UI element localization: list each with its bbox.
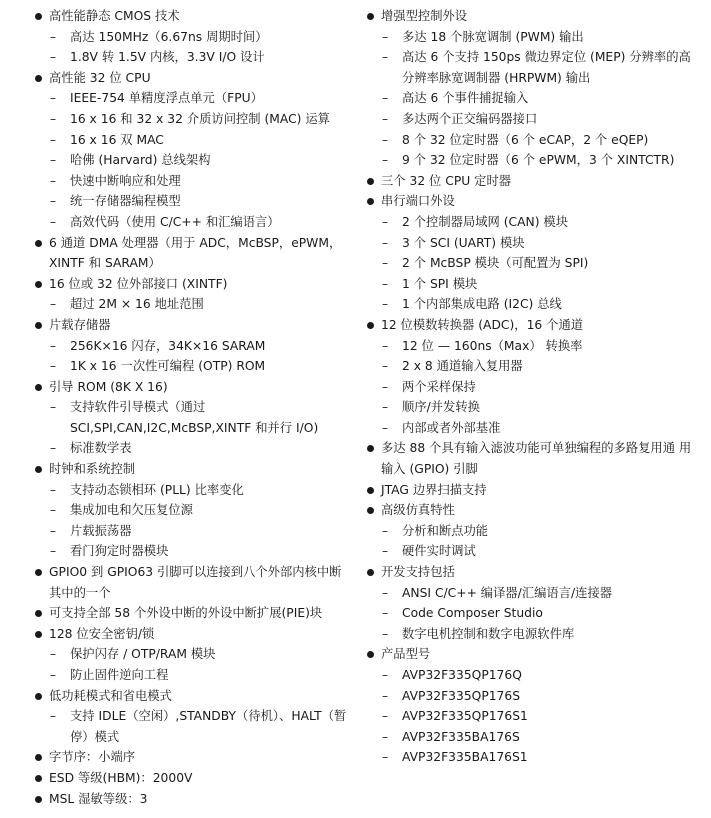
dash-icon: –	[382, 338, 388, 353]
sub-feature-item	[364, 583, 698, 604]
feature-item	[32, 233, 352, 274]
feature-text: 多达 88 个具有输入滤波功能可单独编程的多路复用通 用输入 (GPIO) 引脚	[381, 441, 692, 477]
sub-feature-text: 1K x 16 一次性可编程 (OTP) ROM	[70, 359, 266, 374]
feature-item	[32, 459, 352, 562]
dash-icon: –	[50, 214, 56, 229]
sub-feature-item	[32, 480, 352, 501]
sub-feature-text: AVP32F335BA176S1	[402, 750, 528, 765]
sub-feature-text: 3 个 SCI (UART) 模块	[402, 235, 525, 250]
bullet-icon	[35, 13, 42, 20]
dash-icon: –	[50, 709, 56, 724]
dash-icon: –	[50, 647, 56, 662]
feature-item	[364, 6, 698, 171]
dash-icon: –	[50, 132, 56, 147]
dash-icon: –	[382, 668, 388, 682]
dash-icon: –	[382, 626, 388, 641]
feature-item	[364, 171, 698, 192]
dash-icon: –	[50, 523, 56, 538]
sub-feature-text: 12 位 — 160ns（Max） 转换率	[402, 338, 583, 353]
dash-icon: –	[50, 544, 56, 559]
dash-icon: –	[382, 132, 388, 147]
feature-item	[32, 747, 352, 768]
sub-feature-item	[364, 418, 698, 439]
dash-icon: –	[382, 359, 388, 374]
feature-item	[32, 562, 352, 603]
sub-feature-list	[49, 27, 352, 68]
sub-feature-item	[32, 88, 352, 109]
sub-feature-text: 超过 2M × 16 地址范围	[70, 297, 204, 312]
sub-feature-item	[364, 109, 698, 130]
feature-text: 时钟和系统控制	[49, 462, 136, 477]
sub-feature-text: 多达两个正交编码器接口	[402, 111, 538, 126]
sub-feature-text: 高效代码（使用 C/C++ 和汇编语言）	[70, 214, 280, 229]
sub-feature-item	[364, 294, 698, 315]
sub-feature-text: 集成加电和欠压复位源	[70, 503, 193, 518]
feature-text: 低功耗模式和省电模式	[49, 688, 172, 703]
sub-feature-item	[364, 150, 698, 171]
feature-text: 128 位安全密钥/锁	[49, 626, 155, 641]
sub-feature-item	[32, 356, 352, 377]
dash-icon: –	[50, 482, 56, 497]
dash-icon: –	[382, 379, 388, 394]
sub-feature-item	[364, 624, 698, 645]
sub-feature-list	[49, 336, 352, 377]
sub-feature-list	[49, 397, 352, 459]
left-feature-list	[32, 6, 352, 809]
bullet-icon	[35, 610, 42, 617]
sub-feature-list	[49, 480, 352, 562]
dash-icon: –	[50, 91, 56, 106]
feature-text: 引导 ROM (8K X 16)	[49, 379, 168, 394]
sub-feature-text: AVP32F335QP176S	[402, 688, 521, 703]
sub-feature-text: IEEE-754 单精度浮点单元（FPU）	[70, 91, 263, 106]
sub-feature-text: 支持 IDLE（空闲）,STANDBY（待机）、HALT（暂停）模式	[70, 709, 347, 744]
sub-feature-item	[364, 27, 698, 48]
sub-feature-list	[49, 294, 352, 315]
sub-feature-text: 片载振荡器	[70, 523, 132, 538]
feature-text: 开发支持包括	[381, 565, 455, 580]
sub-feature-text: 硬件实时调试	[402, 544, 476, 559]
dash-icon: –	[382, 709, 388, 724]
feature-text: 字节序：小端序	[49, 750, 136, 765]
bullet-icon	[35, 240, 42, 247]
feature-text: 三个 32 位 CPU 定时器	[381, 173, 512, 188]
bullet-icon	[35, 466, 42, 473]
sub-feature-text: 1.8V 转 1.5V 内核，3.3V I/O 设计	[70, 50, 265, 65]
sub-feature-item	[364, 336, 698, 357]
feature-text: 串行端口外设	[381, 194, 455, 209]
bullet-icon	[35, 281, 42, 288]
dash-icon: –	[50, 111, 56, 126]
feature-item	[32, 377, 352, 459]
sub-feature-text: 支持动态锁相环 (PLL) 比率变化	[70, 482, 244, 497]
bullet-icon	[35, 693, 42, 700]
sub-feature-text: 防止固件逆向工程	[70, 668, 169, 682]
sub-feature-item	[364, 253, 698, 274]
dash-icon: –	[50, 29, 56, 44]
sub-feature-item	[364, 47, 698, 88]
bullet-icon	[367, 487, 374, 494]
feature-text: ESD 等级(HBM)：2000V	[49, 770, 193, 785]
bullet-icon	[367, 13, 374, 20]
bullet-icon	[367, 198, 374, 205]
feature-item	[32, 603, 352, 624]
feature-text: 可支持全部 58 个外设中断的外设中断扩展(PIE)块	[49, 606, 323, 621]
dash-icon: –	[382, 256, 388, 271]
sub-feature-text: 8 个 32 位定时器（6 个 eCAP，2 个 eQEP)	[402, 132, 649, 147]
sub-feature-item	[364, 603, 698, 624]
sub-feature-text: AVP32F335QP176Q	[402, 668, 522, 682]
sub-feature-list	[381, 521, 698, 562]
feature-text: 高性能 32 位 CPU	[49, 70, 151, 85]
bullet-icon	[35, 631, 42, 638]
dash-icon: –	[382, 91, 388, 106]
dash-icon: –	[50, 153, 56, 168]
sub-feature-text: 256K×16 闪存，34K×16 SARAM	[70, 338, 266, 353]
bullet-icon	[367, 445, 374, 452]
dash-icon: –	[382, 29, 388, 44]
dash-icon: –	[50, 503, 56, 518]
feature-item	[32, 68, 352, 233]
dash-icon: –	[382, 297, 388, 312]
sub-feature-text: 数字电机控制和数字电源软件库	[402, 626, 575, 641]
dash-icon: –	[50, 338, 56, 353]
dash-icon: –	[50, 173, 56, 188]
feature-item	[32, 6, 352, 68]
sub-feature-item	[32, 212, 352, 233]
sub-feature-item	[364, 88, 698, 109]
sub-feature-text: ANSI C/C++ 编译器/汇编语言/连接器	[402, 585, 613, 600]
sub-feature-item	[32, 109, 352, 130]
sub-feature-text: 支持软件引导模式（通过 SCI,SPI,CAN,I2C,McBSP,XINTF 和并行 I/O)	[70, 400, 319, 435]
bullet-icon	[367, 651, 374, 658]
sub-feature-item	[364, 377, 698, 398]
dash-icon: –	[382, 750, 388, 765]
right-feature-list	[364, 6, 698, 768]
sub-feature-text: 2 x 8 通道输入复用器	[402, 359, 523, 374]
sub-feature-item	[32, 150, 352, 171]
sub-feature-text: Code Composer Studio	[402, 606, 543, 621]
bullet-icon	[367, 569, 374, 576]
dash-icon: –	[382, 111, 388, 126]
sub-feature-text: 两个采样保持	[402, 379, 476, 394]
sub-feature-list	[381, 336, 698, 439]
sub-feature-item	[364, 706, 698, 727]
sub-feature-text: 9 个 32 位定时器（6 个 ePWM，3 个 XINTCTR)	[402, 153, 675, 168]
bullet-icon	[367, 178, 374, 185]
sub-feature-list	[381, 583, 698, 645]
sub-feature-item	[32, 47, 352, 68]
dash-icon: –	[382, 235, 388, 250]
sub-feature-text: 1 个 SPI 模块	[402, 276, 478, 291]
bullet-icon	[35, 754, 42, 761]
sub-feature-item	[32, 500, 352, 521]
sub-feature-item	[364, 727, 698, 748]
feature-item	[32, 686, 352, 748]
sub-feature-item	[32, 521, 352, 542]
dash-icon: –	[382, 400, 388, 415]
sub-feature-item	[32, 397, 352, 438]
sub-feature-text: AVP32F335BA176S	[402, 729, 520, 744]
sub-feature-item	[32, 706, 352, 747]
dash-icon: –	[50, 297, 56, 312]
dash-icon: –	[50, 194, 56, 209]
sub-feature-text: 2 个控制器局域网 (CAN) 模块	[402, 214, 569, 229]
dash-icon: –	[382, 523, 388, 538]
sub-feature-item	[364, 212, 698, 233]
sub-feature-text: 16 x 16 双 MAC	[70, 132, 164, 147]
sub-feature-item	[364, 747, 698, 768]
feature-text: 产品型号	[381, 647, 431, 662]
dash-icon: –	[50, 359, 56, 374]
sub-feature-item	[364, 356, 698, 377]
sub-feature-item	[364, 274, 698, 295]
sub-feature-item	[364, 686, 698, 707]
feature-item	[32, 789, 352, 810]
feature-text: JTAG 边界扫描支持	[381, 482, 487, 497]
sub-feature-text: 分析和断点功能	[402, 523, 489, 538]
dash-icon: –	[50, 668, 56, 682]
dash-icon: –	[50, 441, 56, 456]
sub-feature-item	[32, 644, 352, 665]
sub-feature-text: 高达 6 个事件捕捉输入	[402, 91, 529, 106]
dash-icon: –	[382, 544, 388, 559]
feature-item	[32, 768, 352, 789]
dash-icon: –	[382, 729, 388, 744]
sub-feature-text: AVP32F335QP176S1	[402, 709, 528, 724]
sub-feature-list	[381, 212, 698, 315]
bullet-icon	[35, 322, 42, 329]
sub-feature-item	[32, 665, 352, 686]
feature-item	[364, 500, 698, 562]
sub-feature-text: 1 个内部集成电路 (I2C) 总线	[402, 297, 562, 312]
dash-icon: –	[382, 688, 388, 703]
feature-text: 12 位模数转换器 (ADC)，16 个通道	[381, 317, 584, 332]
sub-feature-text: 2 个 McBSP 模块（可配置为 SPI)	[402, 256, 589, 271]
sub-feature-item	[32, 130, 352, 151]
sub-feature-item	[32, 171, 352, 192]
sub-feature-item	[32, 336, 352, 357]
sub-feature-item	[32, 541, 352, 562]
feature-item	[32, 274, 352, 315]
sub-feature-item	[32, 191, 352, 212]
sub-feature-text: 保护闪存 / OTP/RAM 模块	[70, 647, 216, 662]
dash-icon: –	[382, 606, 388, 621]
sub-feature-text: 哈佛 (Harvard) 总线架构	[70, 153, 211, 168]
sub-feature-text: 快速中断响应和处理	[70, 173, 181, 188]
dash-icon: –	[382, 50, 388, 65]
sub-feature-item	[364, 665, 698, 686]
sub-feature-text: 看门狗定时器模块	[70, 544, 169, 559]
feature-text: MSL 湿敏等级：3	[49, 791, 148, 806]
feature-text: 片载存储器	[49, 317, 111, 332]
sub-feature-item	[32, 294, 352, 315]
feature-text: 16 位或 32 位外部接口 (XINTF)	[49, 276, 228, 291]
feature-item	[364, 562, 698, 644]
dash-icon: –	[50, 50, 56, 65]
sub-feature-item	[32, 27, 352, 48]
feature-text: 高级仿真特性	[381, 503, 455, 518]
sub-feature-list	[49, 706, 352, 747]
feature-text: 高性能静态 CMOS 技术	[49, 9, 180, 23]
feature-text: 6 通道 DMA 处理器（用于 ADC，McBSP，ePWM，XINTF 和 SARAM）	[49, 235, 342, 271]
sub-feature-text: 高达 6 个支持 150ps 微边界定位 (MEP) 分辨率的高分辨率脉宽调制器 (HRPWM) 输出	[402, 50, 691, 85]
feature-item	[364, 644, 698, 768]
feature-item	[32, 624, 352, 686]
sub-feature-item	[364, 397, 698, 418]
sub-feature-item	[364, 130, 698, 151]
dash-icon: –	[50, 400, 56, 415]
bullet-icon	[35, 569, 42, 576]
bullet-icon	[367, 507, 374, 514]
bullet-icon	[35, 75, 42, 82]
dash-icon: –	[382, 153, 388, 168]
sub-feature-list	[49, 644, 352, 685]
feature-text: 增强型控制外设	[381, 9, 468, 23]
feature-item	[364, 191, 698, 315]
sub-feature-text: 标准数学表	[70, 441, 132, 456]
sub-feature-list	[49, 88, 352, 232]
dash-icon: –	[382, 585, 388, 600]
feature-item	[32, 315, 352, 377]
dash-icon: –	[382, 276, 388, 291]
feature-item	[364, 480, 698, 501]
right-feature-column	[364, 6, 698, 768]
bullet-icon	[35, 384, 42, 391]
sub-feature-item	[364, 233, 698, 254]
sub-feature-text: 统一存储器编程模型	[70, 194, 181, 209]
sub-feature-item	[364, 521, 698, 542]
bullet-icon	[367, 322, 374, 329]
sub-feature-text: 高达 150MHz（6.67ns 周期时间）	[70, 29, 268, 44]
sub-feature-text: 内部或者外部基准	[402, 420, 501, 435]
left-feature-column	[32, 6, 352, 809]
bullet-icon	[35, 775, 42, 782]
feature-item	[364, 315, 698, 439]
sub-feature-text: 顺序/并发转换	[402, 400, 480, 415]
sub-feature-list	[381, 27, 698, 171]
feature-item	[364, 438, 698, 479]
dash-icon: –	[382, 420, 388, 435]
feature-text: GPIO0 到 GPIO63 引脚可以连接到八个外部内核中断其中的一个	[49, 565, 342, 600]
sub-feature-item	[364, 541, 698, 562]
sub-feature-item	[32, 438, 352, 459]
sub-feature-text: 16 x 16 和 32 x 32 介质访问控制 (MAC) 运算	[70, 111, 330, 126]
sub-feature-text: 多达 18 个脉宽调制 (PWM) 输出	[402, 29, 584, 44]
sub-feature-list	[381, 665, 698, 768]
dash-icon: –	[382, 214, 388, 229]
bullet-icon	[35, 796, 42, 803]
